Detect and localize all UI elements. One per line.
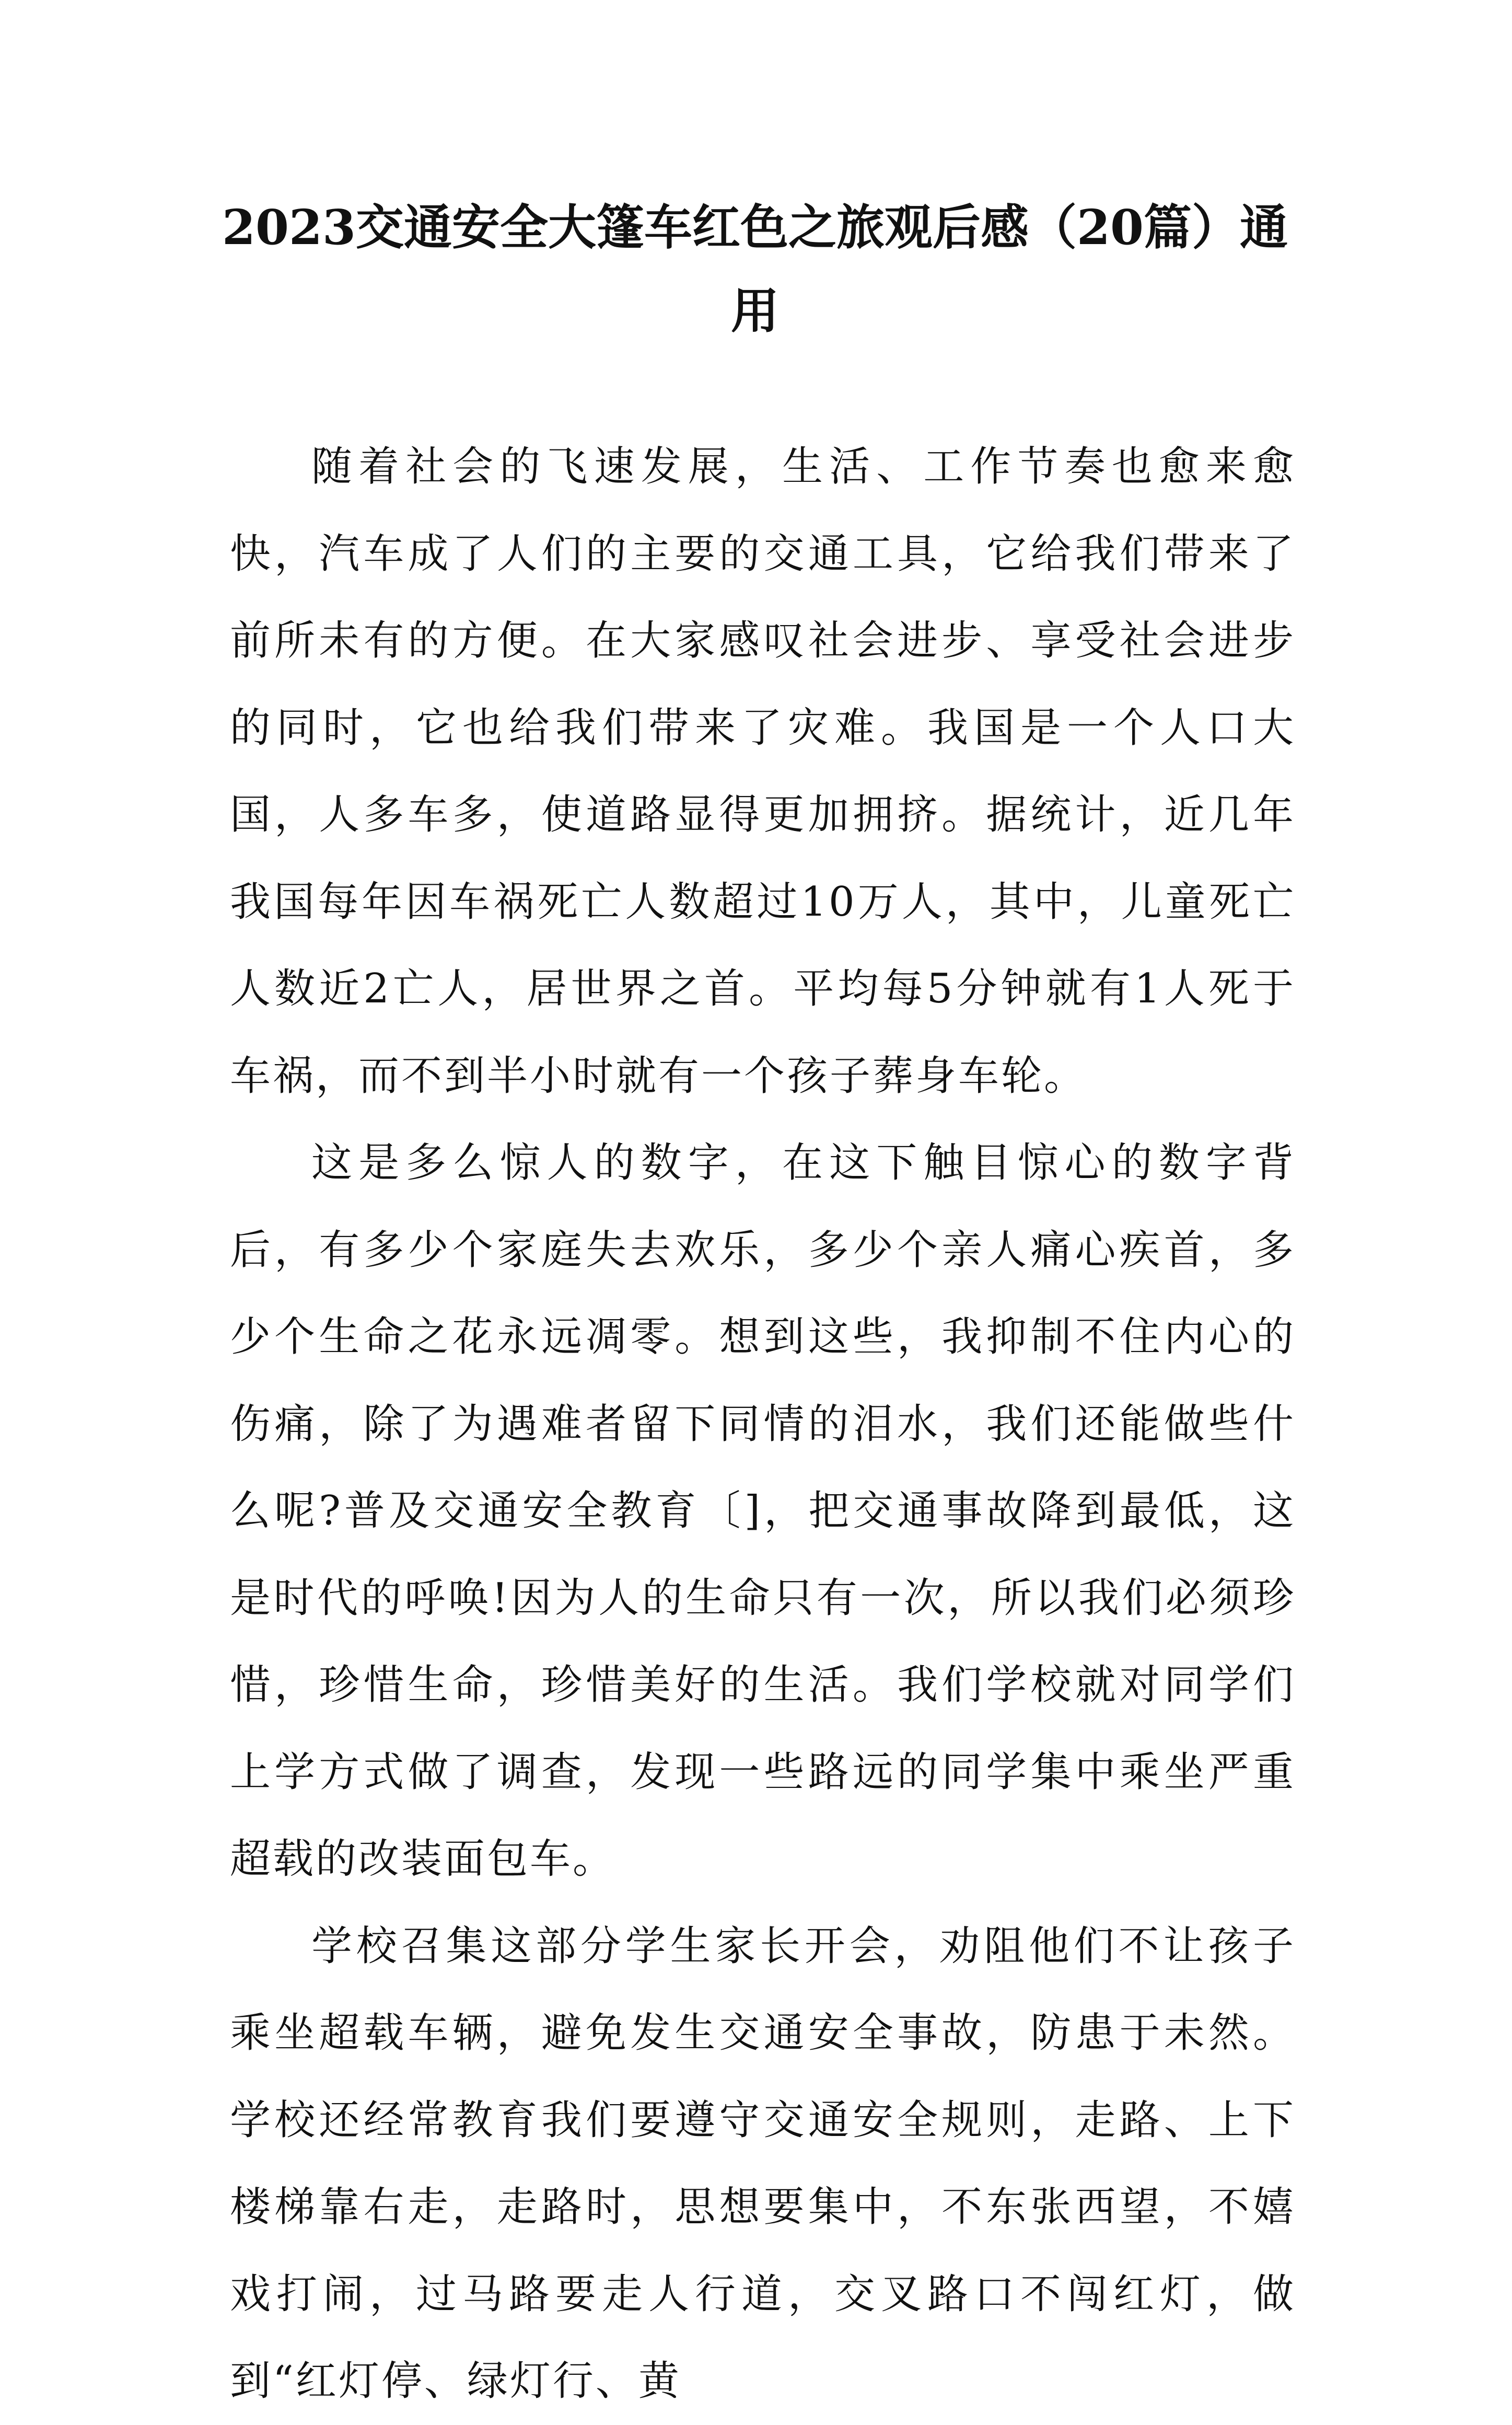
document-body bbox=[230, 423, 1296, 2425]
paragraph-1: 随着社会的飞速发展，生活、工作节奏也愈来愈快，汽车成了人们的主要的交通工具，它给我们带来了前所未有的方便。在大家感叹社会进步、享受社会进步的同时，它也给我们带来了灾难。我国是一个人口大国，人多车多，使道路显得更加拥挤。据统计，近几年我国每年因车祸死亡人数超过10万人，其中，儿童死亡人数近2亡人，居世界之首。平均每5分钟就有1人死于车祸，而不到半小时就有一个孩子葬身车轮。 bbox=[230, 443, 1296, 1100]
paragraph-2: 这是多么惊人的数字，在这下触目惊心的数字背后，有多少个家庭失去欢乐，多少个亲人痛心疾首，多少个生命之花永远凋零。想到这些，我抑制不住内心的伤痛，除了为遇难者留下同情的泪水，我们还能做些什么呢?普及交通安全教育〔]，把交通事故降到最低，这是时代的呼唤!因为人的生命只有一次，所以我们必须珍惜，珍惜生命，珍惜美好的生活。我们学校就对同学们上学方式做了调查，发现一些路远的同学集中乘坐严重超载的改装面包车。 bbox=[230, 1139, 1296, 1883]
paragraph-3: 学校召集这部分学生家长开会，劝阻他们不让孩子乘坐超载车辆，避免发生交通安全事故，防患于未然。学校还经常教育我们要遵守交通安全规则，走路、上下楼梯靠右走，走路时，思想要集中，不东张西望，不嬉戏打闹，过马路要走人行道，交叉路口不闯红灯，做到“红灯停、绿灯行、黄 bbox=[230, 1922, 1296, 2405]
document-title: 2023交通安全大篷车红色之旅观后感（20篇）通用 bbox=[222, 199, 1288, 339]
